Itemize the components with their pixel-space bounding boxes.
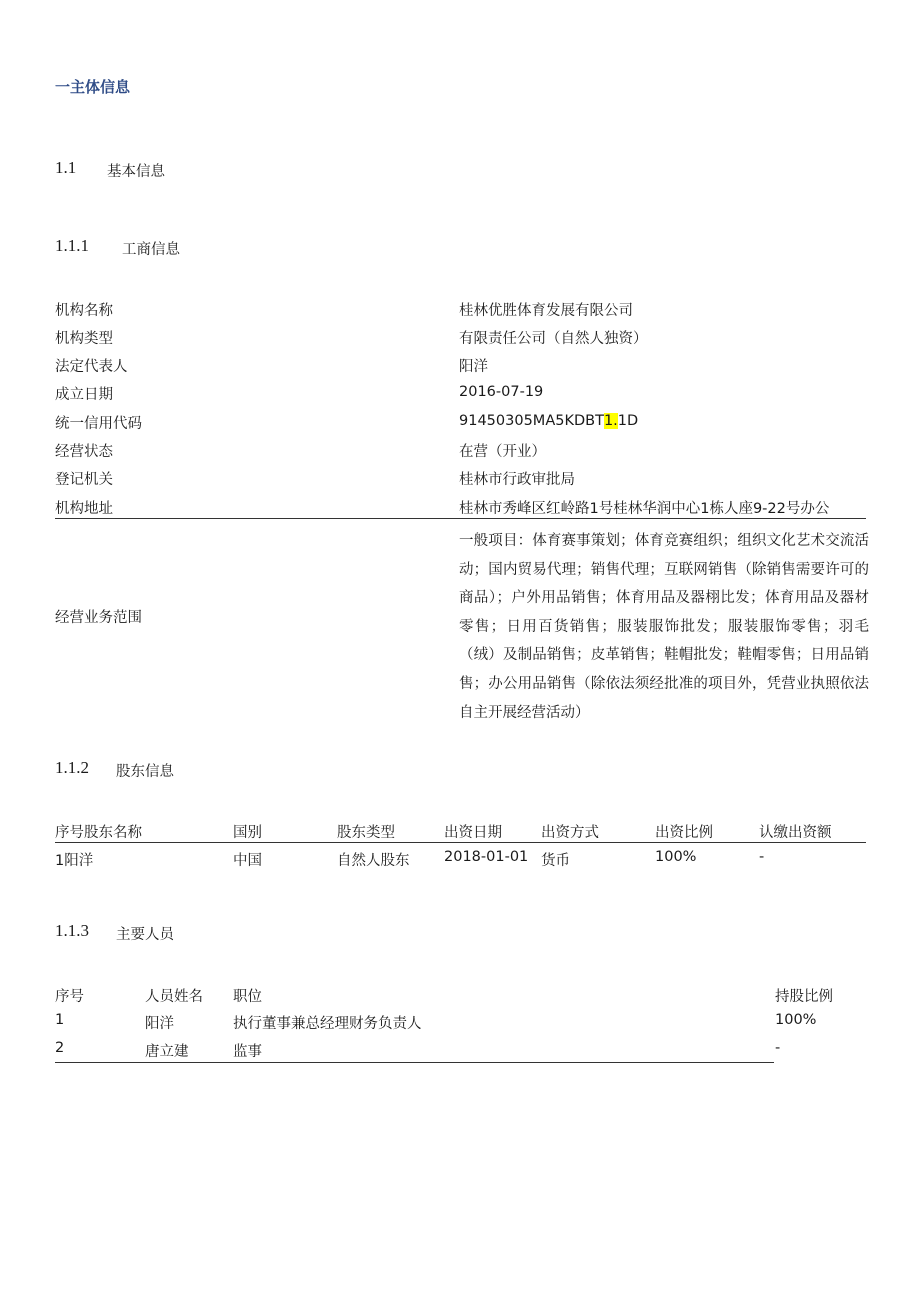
address-value: 桂林市秀峰区红岭路1号桂林华润中心1栋人座9-22号办公 bbox=[459, 501, 830, 517]
shareholder-cell-method: 货币 bbox=[541, 853, 570, 869]
org-name-value: 桂林优胜体育发展有限公司 bbox=[459, 303, 633, 319]
founded-date-label: 成立日期 bbox=[55, 387, 113, 403]
personnel-header-position: 职位 bbox=[233, 989, 262, 1005]
personnel-cell-position: 监事 bbox=[233, 1044, 262, 1060]
status-value: 在营（开业） bbox=[459, 444, 546, 460]
section-title-shareholders: 股东信息 bbox=[116, 764, 174, 780]
section-title-basic: 基本信息 bbox=[107, 164, 165, 180]
shareholder-header-method: 出资方式 bbox=[541, 825, 599, 841]
credit-code-label: 统一信用代码 bbox=[55, 416, 142, 432]
status-label: 经营状态 bbox=[55, 444, 113, 460]
shareholder-header-name: 序号股东名称 bbox=[55, 825, 142, 841]
shareholder-cell-name: 1阳洋 bbox=[55, 853, 94, 869]
shareholder-header-amount: 认缴出资额 bbox=[759, 825, 832, 841]
shareholder-cell-country: 中国 bbox=[233, 853, 262, 869]
section-title-personnel: 主要人员 bbox=[116, 927, 174, 943]
section-title-business: 工商信息 bbox=[122, 242, 180, 258]
legal-rep-value: 阳洋 bbox=[459, 359, 488, 375]
shareholder-header-country: 国别 bbox=[233, 825, 262, 841]
personnel-header-shareholding: 持股比例 bbox=[775, 989, 833, 1005]
founded-date-value: 2016-07-19 bbox=[459, 384, 544, 400]
section-number-personnel: 1.1.3 bbox=[55, 921, 89, 940]
personnel-cell-shareholding: - bbox=[775, 1040, 781, 1056]
personnel-cell-index: 1 bbox=[55, 1012, 65, 1028]
shareholder-cell-ratio: 100% bbox=[655, 849, 697, 865]
section-number-shareholders: 1.1.2 bbox=[55, 758, 89, 777]
shareholder-cell-type: 自然人股东 bbox=[337, 853, 410, 869]
shareholder-cell-date: 2018-01-01 bbox=[444, 849, 529, 865]
personnel-cell-shareholding: 100% bbox=[775, 1012, 817, 1028]
business-info-divider bbox=[55, 518, 866, 519]
shareholder-header-type: 股东类型 bbox=[337, 825, 395, 841]
scope-label: 经营业务范围 bbox=[55, 610, 142, 626]
chapter-title: 一主体信息 bbox=[55, 78, 131, 96]
scope-value: 一般项目：体育赛事策划；体育竞赛组织；组织文化艺术交流活动；国内贸易代理；销售代理；互联网销售（除销售需要许可的商品）；户外用品销售；体育用品及器栩比发；体育用品及器材零售；日用百货销售；服装服饰批发；服装服饰零售；羽毛（绒）及制品销售；皮革销售；鞋帽批发；鞋帽零售；日用品销售；办公用品销售（除依法须经批准的项目外，凭营业执照依法自主开展经营活动） bbox=[459, 533, 869, 721]
org-type-label: 机构类型 bbox=[55, 331, 113, 347]
shareholder-header-divider bbox=[55, 842, 866, 843]
credit-code-prefix: 91450305MA5KDBT bbox=[459, 413, 604, 429]
address-label: 机构地址 bbox=[55, 501, 113, 517]
personnel-bottom-divider bbox=[55, 1062, 774, 1063]
personnel-cell-position: 执行董事兼总经理财务负责人 bbox=[233, 1016, 422, 1032]
registry-label: 登记机关 bbox=[55, 472, 113, 488]
shareholder-header-date: 出资日期 bbox=[444, 825, 502, 841]
credit-code-highlight: 1. bbox=[603, 413, 618, 429]
personnel-cell-name: 唐立建 bbox=[145, 1044, 189, 1060]
shareholder-header-ratio: 出资比例 bbox=[655, 825, 713, 841]
shareholder-cell-amount: - bbox=[759, 849, 765, 865]
personnel-cell-name: 阳洋 bbox=[145, 1016, 174, 1032]
personnel-header-name: 人员姓名 bbox=[145, 989, 203, 1005]
legal-rep-label: 法定代表人 bbox=[55, 359, 128, 375]
section-number-basic: 1.1 bbox=[55, 158, 77, 177]
org-name-label: 机构名称 bbox=[55, 303, 113, 319]
credit-code-suffix: 1D bbox=[617, 413, 639, 429]
org-type-value: 有限责任公司（自然人独资） bbox=[459, 331, 648, 347]
personnel-header-index: 序号 bbox=[55, 989, 84, 1005]
personnel-cell-index: 2 bbox=[55, 1040, 65, 1056]
section-number-business: 1.1.1 bbox=[55, 236, 89, 255]
credit-code-value bbox=[459, 413, 638, 429]
registry-value: 桂林市行政审批局 bbox=[459, 472, 575, 488]
